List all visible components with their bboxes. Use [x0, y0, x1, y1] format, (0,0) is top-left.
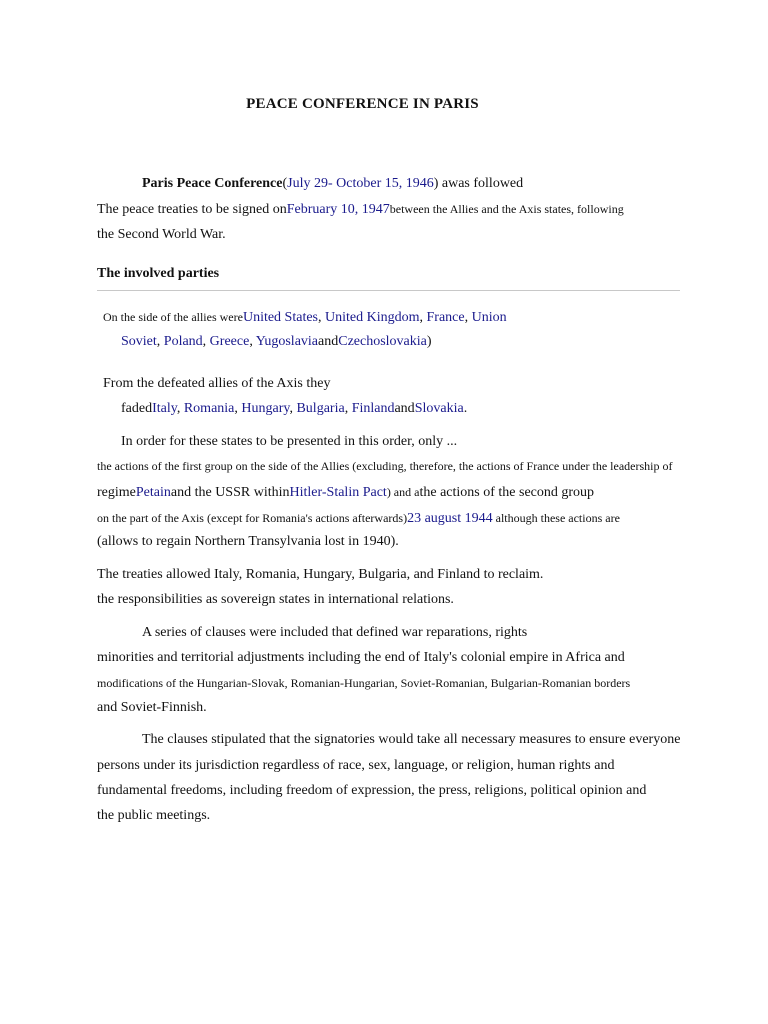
stipulated-line-3: fundamental freedoms, including freedom of expression, the press, religions, political opinion and — [97, 783, 647, 798]
order-line-4: on the part of the Axis (except for Romania's actions afterwards)23 august 1944 although these actions are — [97, 511, 620, 526]
link-greece[interactable]: Greece — [209, 334, 250, 349]
link-poland[interactable]: Poland — [163, 334, 203, 349]
clauses-line-2: minorities and territorial adjustments including the end of Italy's colonial empire in Africa and — [97, 650, 625, 665]
link-united-states[interactable]: United States — [242, 310, 318, 325]
order-line-5: (allows to regain Northern Transylvania lost in 1940). — [97, 534, 399, 549]
link-hungary[interactable]: Hungary — [241, 401, 290, 416]
conference-name: Paris Peace Conference — [142, 176, 283, 191]
treaty-date-link[interactable]: February 10, 1947 — [286, 202, 390, 217]
axis-line-2: fadedItaly, Romania, Hungary, Bulgaria, FinlandandSlovakia. — [121, 401, 468, 416]
link-united-kingdom[interactable]: United Kingdom — [325, 310, 420, 325]
axis-line-1: From the defeated allies of the Axis they — [103, 376, 331, 391]
section-divider — [97, 290, 680, 291]
order-line-1: In order for these states to be presented in this order, only ... — [121, 434, 458, 449]
stipulated-line-4: the public meetings. — [97, 808, 211, 823]
link-slovakia[interactable]: Slovakia — [414, 401, 464, 416]
link-bulgaria[interactable]: Bulgaria — [296, 401, 345, 416]
order-line-2: the actions of the first group on the side of the Allies (excluding, therefore, the actions of France under the leadership of — [97, 459, 673, 473]
stipulated-line-2: persons under its jurisdiction regardless of race, sex, language, or religion, human rights and — [97, 758, 615, 773]
link-petain[interactable]: Petain — [135, 485, 171, 500]
clauses-line-3: modifications of the Hungarian-Slovak, Romanian-Hungarian, Soviet-Romanian, Bulgarian-Romanian borders — [97, 676, 631, 690]
link-hitler-stalin-pact[interactable]: Hitler-Stalin Pact — [289, 485, 387, 500]
link-czechoslovakia[interactable]: Czechoslovakia — [338, 334, 427, 349]
link-romania[interactable]: Romania — [183, 401, 235, 416]
link-union[interactable]: Union — [471, 310, 507, 325]
clauses-line-1: A series of clauses were included that defined war reparations, rights — [142, 625, 528, 640]
intro-line-2: The peace treaties to be signed onFebruary 10, 1947between the Allies and the Axis states, following — [97, 202, 624, 217]
treaties-line-2: the responsibilities as sovereign states in international relations. — [97, 592, 454, 607]
clauses-line-4: and Soviet-Finnish. — [97, 700, 207, 715]
link-france[interactable]: France — [426, 310, 465, 325]
order-line-3: regimePetainand the USSR withinHitler-Stalin Pact) and athe actions of the second group — [97, 485, 595, 500]
conference-dates-link[interactable]: July 29- October 15, 1946 — [287, 176, 434, 191]
allies-line-2: Soviet, Poland, Greece, YugoslaviaandCzechoslovakia) — [121, 334, 432, 349]
allies-line-1: On the side of the allies wereUnited States, United Kingdom, France, Union — [103, 310, 507, 325]
intro-line-3: the Second World War. — [97, 227, 226, 242]
stipulated-line-1: The clauses stipulated that the signatories would take all necessary measures to ensure everyone — [142, 732, 681, 747]
link-soviet[interactable]: Soviet — [121, 334, 157, 349]
section-heading: The involved parties — [97, 266, 220, 281]
treaties-line-1: The treaties allowed Italy, Romania, Hungary, Bulgaria, and Finland to reclaim. — [97, 567, 544, 582]
link-finland[interactable]: Finland — [351, 401, 395, 416]
link-yugoslavia[interactable]: Yugoslavia — [255, 334, 319, 349]
link-italy[interactable]: Italy — [152, 401, 177, 416]
link-23-august-1944[interactable]: 23 august 1944 — [407, 511, 493, 526]
page-title: PEACE CONFERENCE IN PARIS — [246, 96, 479, 112]
intro-line-1: Paris Peace Conference(July 29- October 15, 1946) awas followed — [142, 176, 524, 191]
